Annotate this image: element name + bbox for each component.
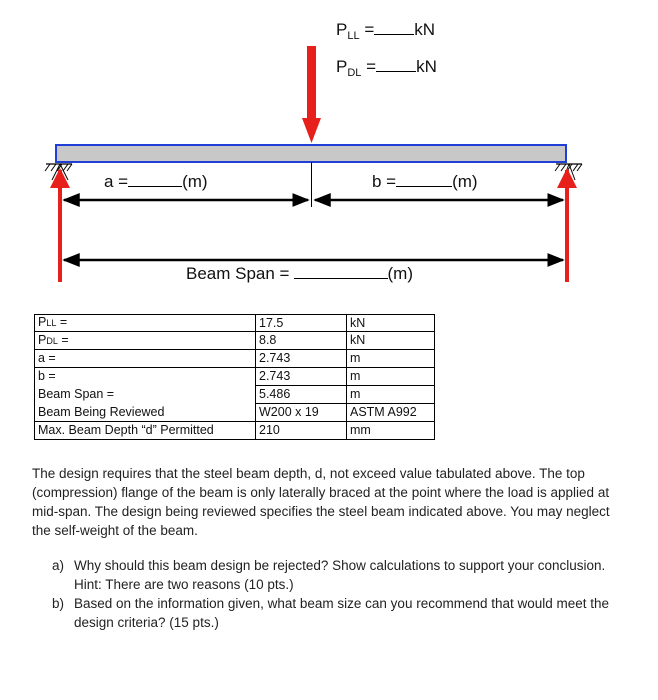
pll-value: 17.5	[256, 315, 347, 332]
pdl-label: $P_{DL}$ = kN	[336, 57, 437, 79]
table-row: Beam Span = 5.486 m	[35, 386, 435, 404]
beam-reviewed-value: W200 x 19	[256, 404, 347, 422]
a-label: a = (m)	[104, 172, 208, 191]
table-row: PLL = 17.5 kN	[35, 315, 435, 332]
table-row: Beam Being Reviewed W200 x 19 ASTM A992	[35, 404, 435, 422]
pdl-unit: kN	[416, 57, 437, 76]
list-item: a) Why should this beam design be rejected? Show calculations to support your conclusion. Hint: There are two reasons (10 pts.)	[52, 558, 606, 592]
pll-unit: kN	[414, 20, 436, 39]
table-row: PDL = 8.8 kN	[35, 332, 435, 350]
span-value: 5.486	[256, 386, 347, 404]
table-row: b = 2.743 m	[35, 368, 435, 386]
beam	[56, 145, 566, 162]
a-value: 2.743	[256, 350, 347, 368]
problem-statement: The design requires that the steel beam depth, d, not exceed value tabulated above. The top (compression) flange of the beam is only laterally braced at the point where the load is applied at mid-span. The design being reviewed specifies the steel beam indicated above. You may neglect the self-weight of the beam.	[32, 466, 610, 538]
question-list	[52, 556, 612, 632]
beam-data-table	[34, 314, 435, 440]
max-depth-value: 210	[256, 422, 347, 440]
pll-label: $P_{LL}$ = kN	[336, 20, 436, 42]
table-row: a = 2.743 m	[35, 350, 435, 368]
table-row: Max. Beam Depth “d” Permitted 210 mm	[35, 422, 435, 440]
beam-diagram	[0, 0, 658, 300]
b-value: 2.743	[256, 368, 347, 386]
point-load-arrow	[302, 46, 321, 143]
span-label: Beam Span = (m)	[186, 264, 413, 283]
list-item: b) Based on the information given, what beam size can you recommend that would meet the design criteria? (15 pts.)	[52, 596, 610, 630]
pdl-value: 8.8	[256, 332, 347, 350]
b-label: b = (m)	[372, 172, 478, 191]
